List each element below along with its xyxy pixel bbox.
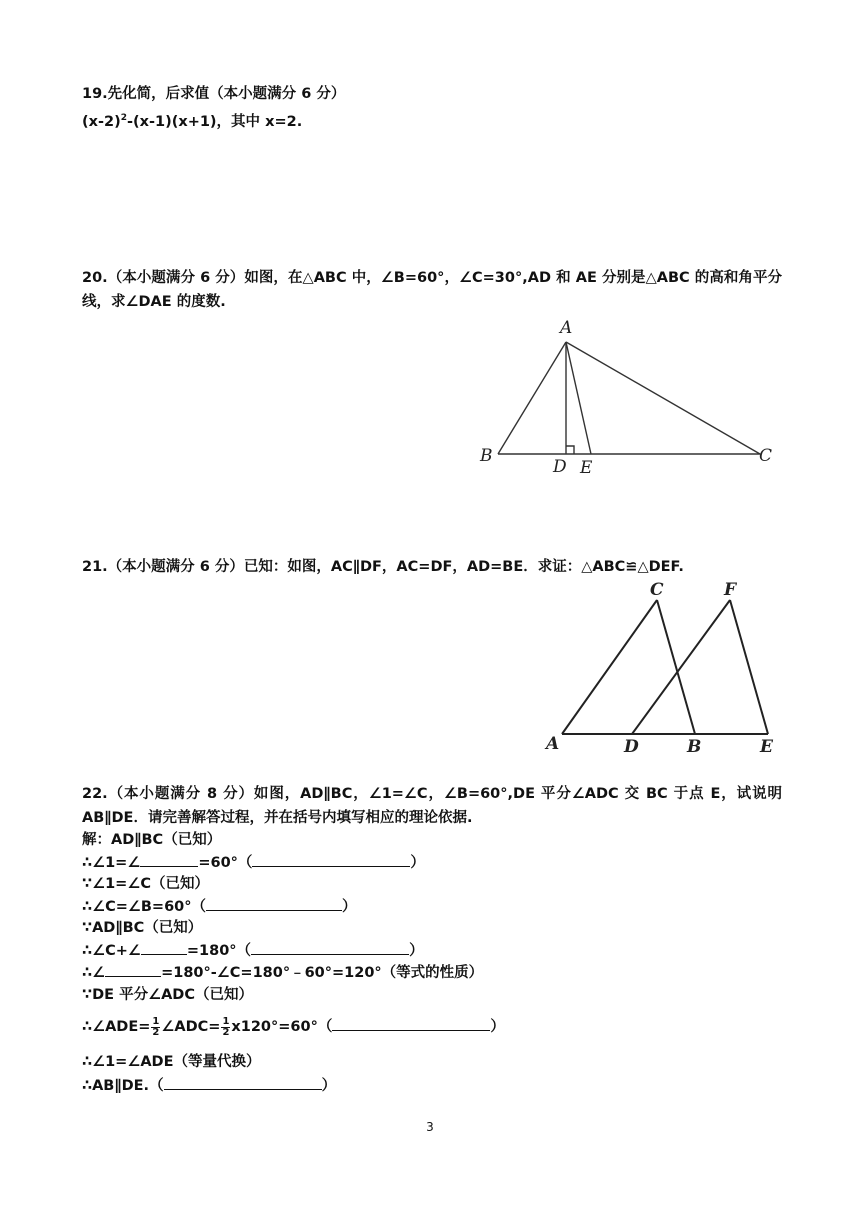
q22-line-4: ∵AD∥BC（已知） — [82, 920, 203, 936]
q22-line-8 — [82, 1016, 505, 1038]
q22-l10b: ） — [321, 1078, 337, 1094]
q21-label-a: A — [546, 734, 560, 754]
q20-side-ab — [498, 342, 566, 454]
answer-blank-angle-3[interactable] — [105, 962, 161, 977]
q22-line-3 — [82, 896, 357, 917]
q19-expr-a: (x-2) — [82, 113, 121, 130]
q22-text: 22.（本小题满分 8 分）如图，AD∥BC，∠1=∠C，∠B=60°,DE 平分∠ADC 交 BC 于点 E，试说明 AB∥DE．请完善解答过程，并在括号内填写相应的理论依据. — [82, 786, 782, 826]
page-number: 3 — [426, 1120, 434, 1134]
q20-side-ac — [566, 342, 760, 454]
q22-l5c: ） — [409, 943, 424, 959]
q19-expression — [82, 108, 302, 132]
fraction-one-half-2: $\frac{1}{2}$ — [222, 1015, 230, 1038]
q22-line-9: ∴∠1=∠ADE（等量代换） — [82, 1054, 261, 1070]
reason-blank-1[interactable] — [252, 852, 410, 867]
q21-line-fe — [730, 600, 768, 734]
q22-l6b: =180°-∠C=180°﹣60°=120°（等式的性质） — [161, 965, 484, 981]
q22-l8a: ∴∠ADE= — [82, 1019, 151, 1035]
q22-l10a: ∴AB∥DE.（ — [82, 1078, 164, 1094]
reason-blank-5[interactable] — [164, 1075, 322, 1090]
q22-line-6 — [82, 962, 483, 983]
q21-figure — [540, 576, 785, 758]
q22-line-0: 解：AD∥BC（已知） — [82, 832, 222, 848]
answer-blank-angle-1[interactable] — [140, 852, 198, 867]
q22-line-5 — [82, 940, 424, 961]
q21-label-e: E — [760, 737, 773, 757]
q22-l5b: =180°（ — [186, 943, 252, 959]
q21-label-f: F — [724, 580, 737, 600]
q22-l6a: ∴∠ — [82, 965, 106, 981]
q22-l8d: ） — [490, 1019, 505, 1035]
q20-label-a: A — [560, 318, 573, 338]
q21-line-ac — [562, 600, 657, 734]
q20-label-e: E — [580, 458, 593, 478]
q22-line-1 — [82, 852, 425, 873]
q20-label-d: D — [553, 457, 567, 477]
reason-blank-4[interactable] — [332, 1016, 490, 1031]
reason-blank-2[interactable] — [206, 896, 342, 911]
q22-line-7: ∵DE 平分∠ADC（已知） — [82, 987, 253, 1003]
q21-line-cb — [657, 600, 695, 734]
q22-l8b: ∠ADC= — [161, 1019, 221, 1035]
q22-l1c: ） — [410, 855, 425, 871]
q22-l1a: ∴∠1=∠ — [82, 855, 141, 871]
q22-l5a: ∴∠C+∠ — [82, 943, 141, 959]
q20-figure — [470, 312, 790, 482]
q20-bisector-ae — [566, 342, 591, 454]
q22-line-2: ∵∠1=∠C（已知） — [82, 876, 209, 892]
q21-line-df — [632, 600, 730, 734]
q22-l8c: x120°=60°（ — [231, 1019, 333, 1035]
q22-l1b: =60°（ — [198, 855, 253, 871]
q20-label-b: B — [480, 446, 493, 466]
q20-label-c: C — [759, 446, 773, 466]
q21-text: 21.（本小题满分 6 分）已知：如图，AC∥DF，AC=DF，AD=BE．求证：△ABC≌△DEF. — [82, 559, 684, 575]
answer-blank-angle-2[interactable] — [141, 940, 187, 955]
reason-blank-3[interactable] — [251, 940, 409, 955]
q19-title: 19.先化简，后求值（本小题满分 6 分） — [82, 86, 346, 102]
q21-label-d: D — [624, 737, 639, 757]
fraction-one-half-1: $\frac{1}{2}$ — [152, 1015, 160, 1038]
q19-expr-b: -(x-1)(x+1)，其中 x=2. — [126, 113, 303, 130]
q22-l3a: ∴∠C=∠B=60°（ — [82, 899, 207, 915]
q20-text: 20.（本小题满分 6 分）如图，在△ABC 中，∠B=60°，∠C=30°,AD 和 AE 分别是△ABC 的高和角平分线，求∠DAE 的度数. — [82, 270, 782, 310]
q22-line-10 — [82, 1075, 336, 1096]
q22-l3b: ） — [342, 899, 357, 915]
q21-label-b: B — [687, 737, 702, 757]
q19-expr-sup: 2 — [120, 113, 127, 123]
q20-right-angle-mark — [566, 446, 574, 454]
q21-label-c: C — [650, 580, 664, 600]
